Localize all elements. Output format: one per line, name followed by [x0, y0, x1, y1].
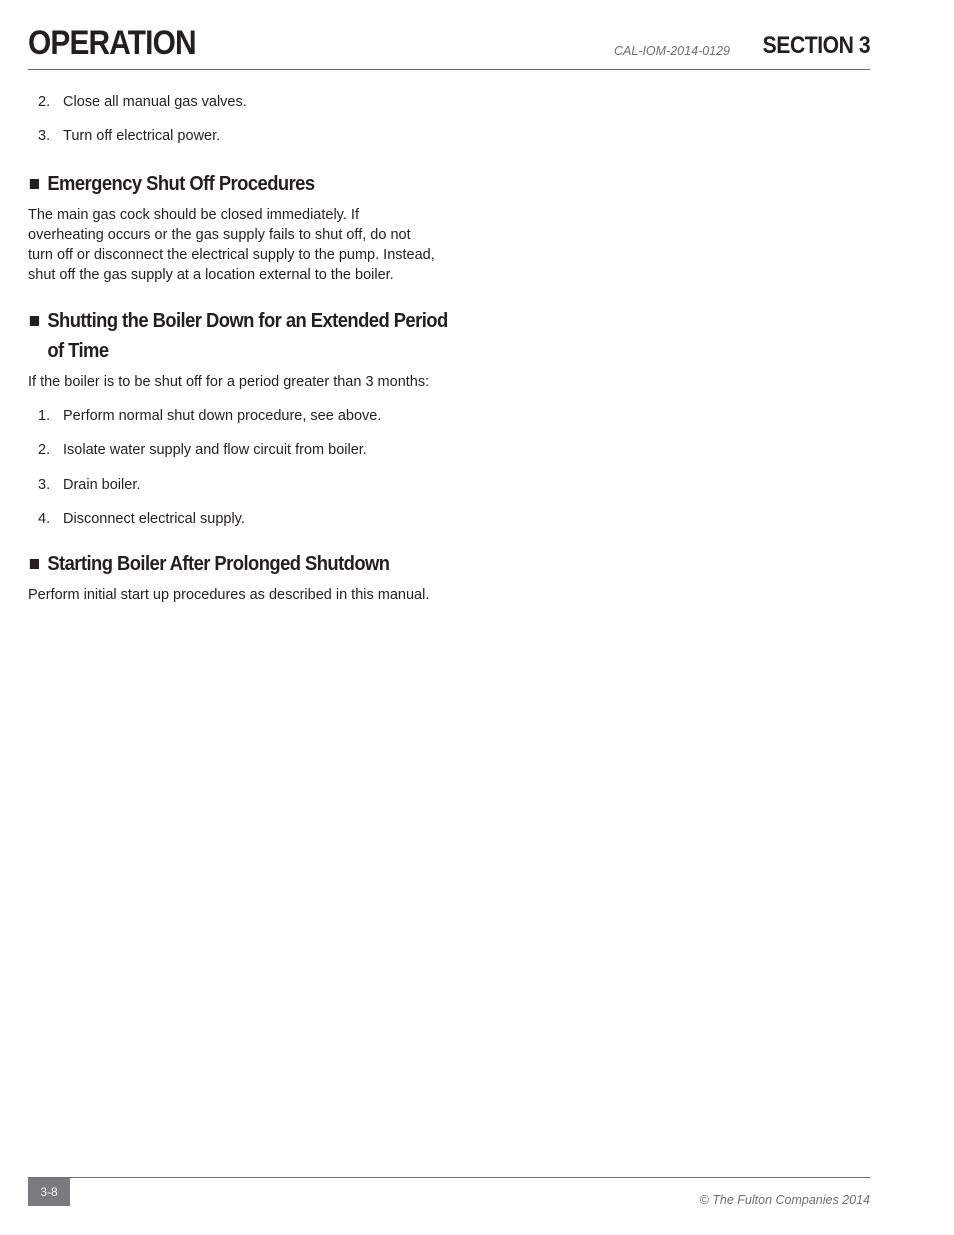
list-item: [28, 92, 438, 112]
header-divider: [28, 69, 870, 70]
section-heading-restart: [28, 549, 405, 579]
list-item: [28, 475, 438, 495]
list-item-number: 3.: [38, 476, 51, 493]
list-item-number: 4.: [38, 510, 51, 527]
section-heading-emergency: [28, 169, 405, 199]
page-title: OPERATION: [28, 24, 196, 62]
heading-text: Shutting the Boiler Down for an Extended Period: [47, 309, 448, 332]
paragraph: The main gas cock should be closed immediately. If overheating occurs or the gas supply fails to shut off, do not turn off or disconnect the electrical supply to the pump. Instead, shut off the gas supply at a location external to the boiler.: [28, 206, 435, 284]
page-header: [28, 22, 870, 70]
list-item-text: Disconnect electrical supply.: [63, 510, 245, 527]
list-item-text: Isolate water supply and flow circuit from boiler.: [63, 442, 367, 459]
list-item-number: 2.: [38, 442, 51, 459]
list-item-text: Turn off electrical power.: [63, 128, 221, 145]
section-heading-extended: [28, 306, 448, 366]
list-item: [28, 509, 438, 529]
square-bullet-icon: [30, 179, 39, 189]
heading-text: Starting Boiler After Prolonged Shutdown: [47, 553, 390, 576]
footer-divider: [28, 1177, 870, 1178]
list-item: [28, 126, 438, 146]
square-bullet-icon: [30, 559, 39, 569]
square-bullet-icon: [30, 316, 39, 326]
list-item-text: Drain boiler.: [63, 476, 141, 493]
paragraph: Perform initial start up procedures as described in this manual.: [28, 587, 430, 604]
shutdown-steps-list: [28, 92, 438, 147]
extended-shutdown-steps-list: [28, 406, 438, 529]
list-item-number: 1.: [38, 408, 51, 425]
copyright-notice: © The Fulton Companies 2014: [699, 1193, 870, 1207]
section-label: SECTION 3: [762, 32, 870, 59]
heading-text: Emergency Shut Off Procedures: [47, 172, 315, 195]
paragraph: If the boiler is to be shut off for a period greater than 3 months:: [28, 373, 430, 390]
page-content: [28, 92, 448, 622]
list-item-text: Perform normal shut down procedure, see above.: [63, 408, 382, 425]
list-item: [28, 440, 438, 460]
list-item: [28, 406, 438, 426]
page-number: 3-8: [28, 1178, 70, 1206]
list-item-number: 3.: [38, 128, 51, 145]
document-code: CAL-IOM-2014-0129: [613, 44, 730, 58]
list-item-number: 2.: [38, 94, 51, 110]
heading-text: of Time: [47, 339, 109, 362]
list-item-text: Close all manual gas valves.: [63, 94, 247, 110]
